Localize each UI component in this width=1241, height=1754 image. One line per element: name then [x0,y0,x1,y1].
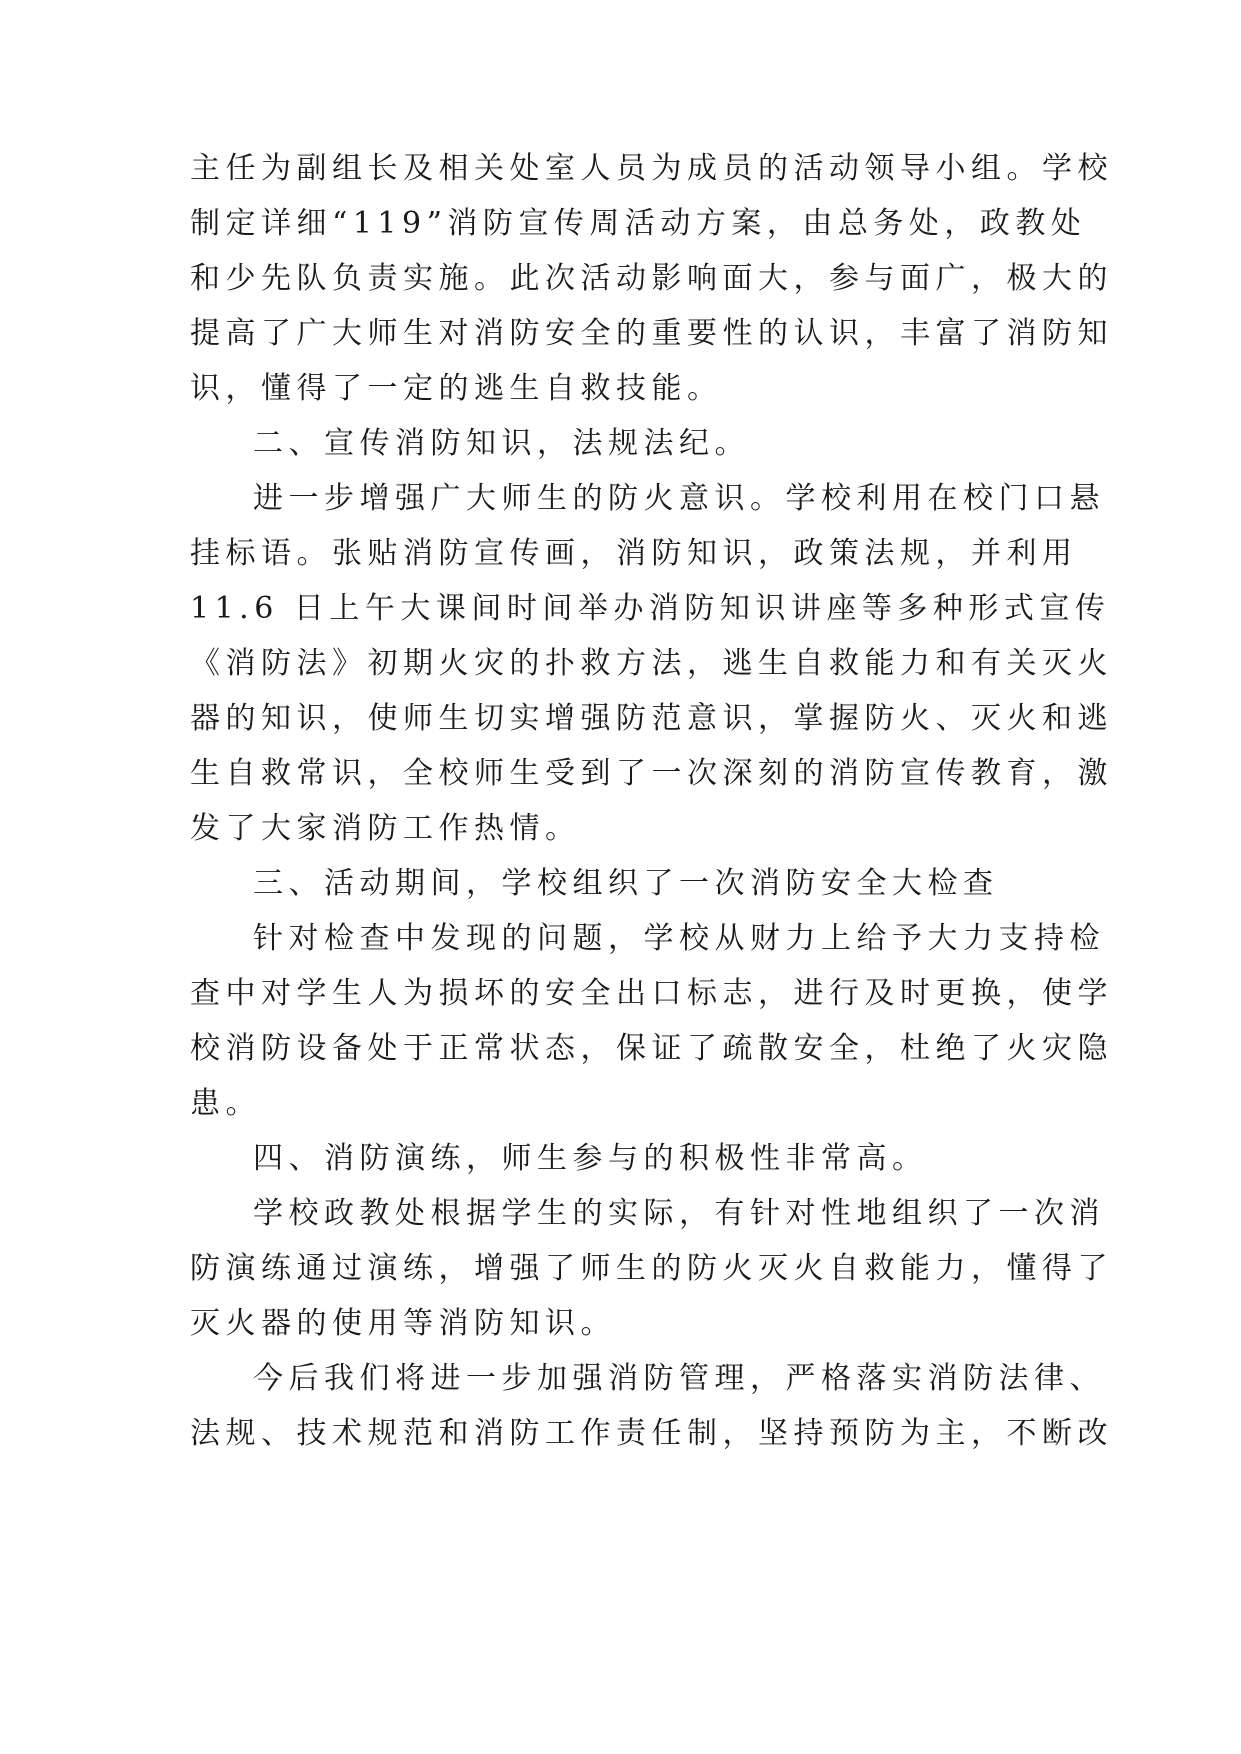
text-line: 防演练通过演练，增强了师生的防火灭火自救能力，懂得了 [190,1251,1113,1286]
text-line: 器的知识，使师生切实增强防范意识，掌握防火、灭火和逃 [190,701,1113,736]
section-heading: 二、宣传消防知识，法规法纪。 [253,426,750,461]
text-line: 今后我们将进一步加强消防管理，严格落实消防法律、 [253,1361,1105,1396]
section-heading: 四、消防演练，师生参与的积极性非常高。 [253,1141,928,1176]
text-line: 生自救常识，全校师生受到了一次深刻的消防宣传教育，激 [190,756,1113,791]
section-heading: 三、活动期间，学校组织了一次消防安全大检查 [253,866,999,901]
text-line: 提高了广大师生对消防安全的重要性的认识，丰富了消防知 [190,316,1113,351]
text-line: 和少先队负责实施。此次活动影响面大，参与面广，极大的 [190,261,1113,296]
text-line: 查中对学生人为损坏的安全出口标志，进行及时更换，使学 [190,976,1113,1011]
text-line: 主任为副组长及相关处室人员为成员的活动领导小组。学校 [190,151,1113,186]
text-line: 识，懂得了一定的逃生自救技能。 [190,371,723,406]
text-line: 挂标语。张贴消防宣传画，消防知识，政策法规，并利用 [190,536,1078,571]
text-line: 发了大家消防工作热情。 [190,811,581,846]
text-line: 校消防设备处于正常状态，保证了疏散安全，杜绝了火灾隐 [190,1031,1113,1066]
text-line: 法规、技术规范和消防工作责任制，坚持预防为主，不断改 [190,1416,1113,1451]
text-line: 11.6 日上午大课间时间举办消防知识讲座等多种形式宣传 [190,591,1111,626]
text-line: 灭火器的使用等消防知识。 [190,1306,616,1341]
text-line: 制定详细“119”消防宣传周活动方案，由总务处，政教处 [190,206,1087,241]
text-line: 进一步增强广大师生的防火意识。学校利用在校门口悬 [253,481,1105,516]
text-line: 针对检查中发现的问题，学校从财力上给予大力支持检 [253,921,1105,956]
text-line: 患。 [190,1086,261,1121]
text-line: 《消防法》初期火灾的扑救方法，逃生自救能力和有关灭火 [190,646,1113,681]
text-line: 学校政教处根据学生的实际，有针对性地组织了一次消 [253,1196,1105,1231]
